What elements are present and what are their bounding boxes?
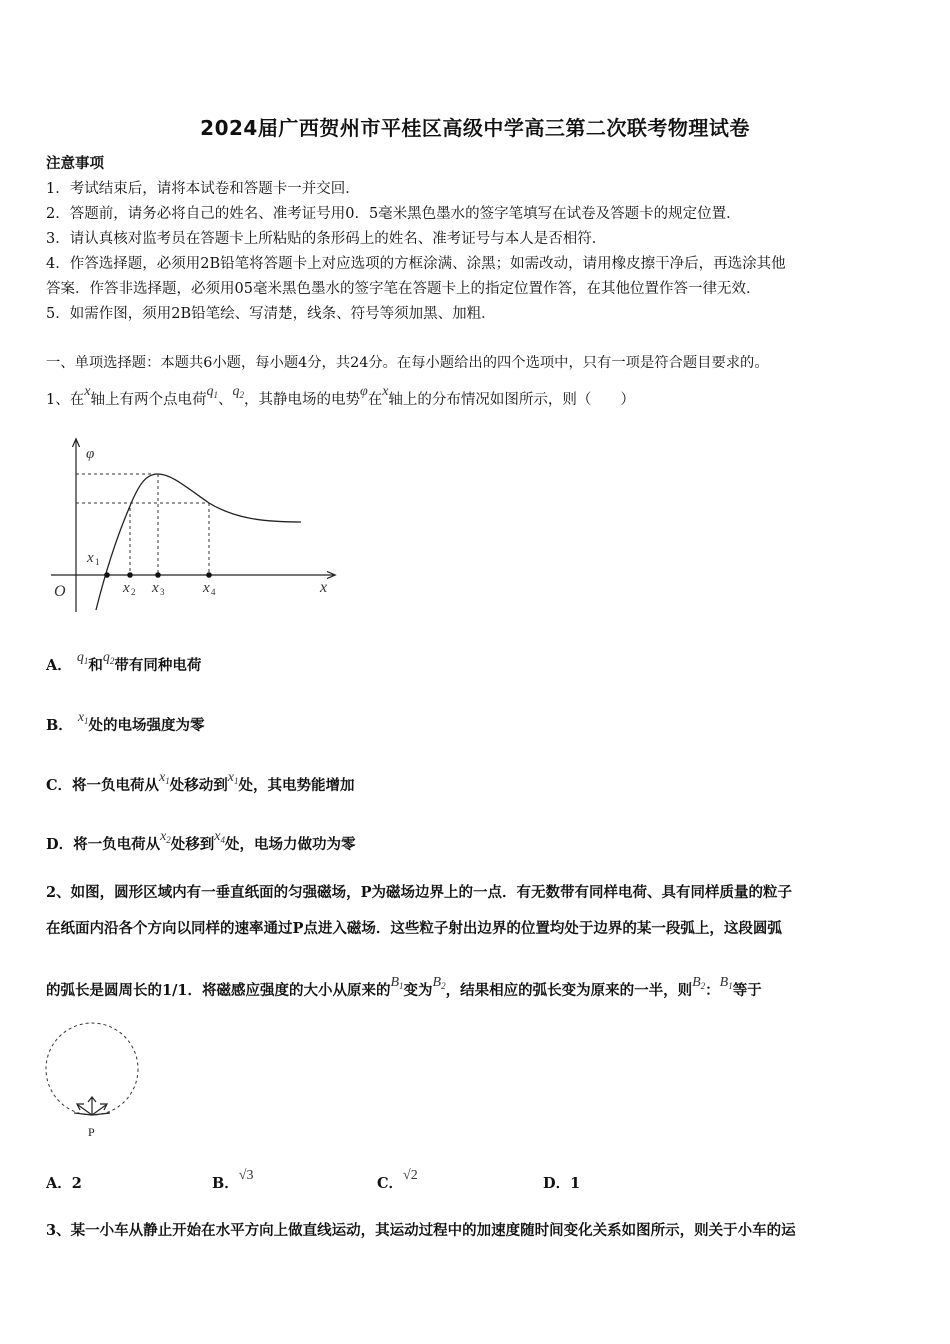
svg-text:4: 4 [211, 587, 216, 597]
x3-label: x [152, 580, 159, 596]
notice-item: 5．如需作图，须用2B铅笔绘、写清楚，线条、符号等须加黑、加粗． [46, 306, 496, 322]
question-1-stem: 1、在x轴上有两个点电荷$q_1$、$q_2$，其静电场的电势φ在x轴上的分布情况如图所示，则（ ） [46, 384, 635, 408]
svg-text:1: 1 [95, 557, 100, 567]
svg-text:2: 2 [131, 587, 136, 597]
point-p-label: P [88, 1125, 95, 1139]
question-3-line: 3、某一小车从静止开始在水平方向上做直线运动，其运动过程中的加速度随时间变化关系如图所示，则关于小车的运 [46, 1222, 796, 1239]
magnetic-field-circle [40, 1018, 150, 1143]
option-b: B． $x_1$处的电场强度为零 [46, 710, 205, 734]
q2-option-d: D．1 [543, 1175, 581, 1192]
question-2-line: 2、如图，圆形区域内有一垂直纸面的匀强磁场，P为磁场边界上的一点．有无数带有同样电荷、具有同样质量的粒子 [46, 884, 792, 901]
option-c: C．将一负电荷从$x_1$处移动到$x_1$处，其电势能增加 [46, 770, 355, 794]
page-title: 2024届广西贺州市平桂区高级中学高三第二次联考物理试卷 [200, 116, 750, 140]
q2-option-a: A．2 [46, 1175, 82, 1192]
x2-label: x [123, 580, 130, 596]
potential-graph [46, 432, 346, 617]
q2-option-c: C．√2 [377, 1168, 418, 1192]
option-d: D．将一负电荷从$x_2$处移到$x_4$处，电场力做功为零 [46, 829, 356, 853]
notice-item: 4．作答选择题，必须用2B铅笔将答题卡上对应选项的方框涂满、涂黑；如需改动，请用橡皮擦干净后，再选涂其他 [46, 256, 786, 272]
question-2-line: 的弧长是圆周长的1/1．将磁感应强度的大小从原来的$B_1$变为$B_2$，结果相应的弧长变为原来的一半，则$B_2$：$B_1$等于 [46, 975, 762, 999]
notice-item: 2．答题前，请务必将自己的姓名、准考证号用0．5毫米黑色墨水的签字笔填写在试卷及答题卡的规定位置． [46, 206, 741, 222]
q2-option-b: B．√3 [212, 1168, 254, 1192]
notice-item: 1．考试结束后，请将本试卷和答题卡一并交回． [46, 181, 360, 197]
section-heading: 一、单项选择题：本题共6小题，每小题4分，共24分。在每小题给出的四个选项中，只有一项是符合题目要求的。 [46, 355, 769, 371]
notice-item: 答案．作答非选择题，必须用05毫米黑色墨水的签字笔在答题卡上的指定位置作答，在其他位置作答一律无效． [46, 281, 761, 297]
option-a: A． $q_1$和$q_2$带有同种电荷 [46, 650, 202, 674]
svg-text:3: 3 [160, 587, 165, 597]
notice-item: 3．请认真核对监考员在答题卡上所粘贴的条形码上的姓名、准考证号与本人是否相符． [46, 231, 607, 247]
notice-heading: 注意事项 [46, 155, 104, 172]
x1-label: x [87, 550, 94, 566]
question-2-line: 在纸面内沿各个方向以同样的速率通过P点进入磁场．这些粒子射出边界的位置均处于边界的某一段弧上，这段圆弧 [46, 920, 782, 937]
x-axis-label: x [320, 579, 328, 596]
origin-label: O [54, 583, 66, 600]
x4-label: x [203, 580, 210, 596]
phi-label: φ [86, 446, 95, 462]
